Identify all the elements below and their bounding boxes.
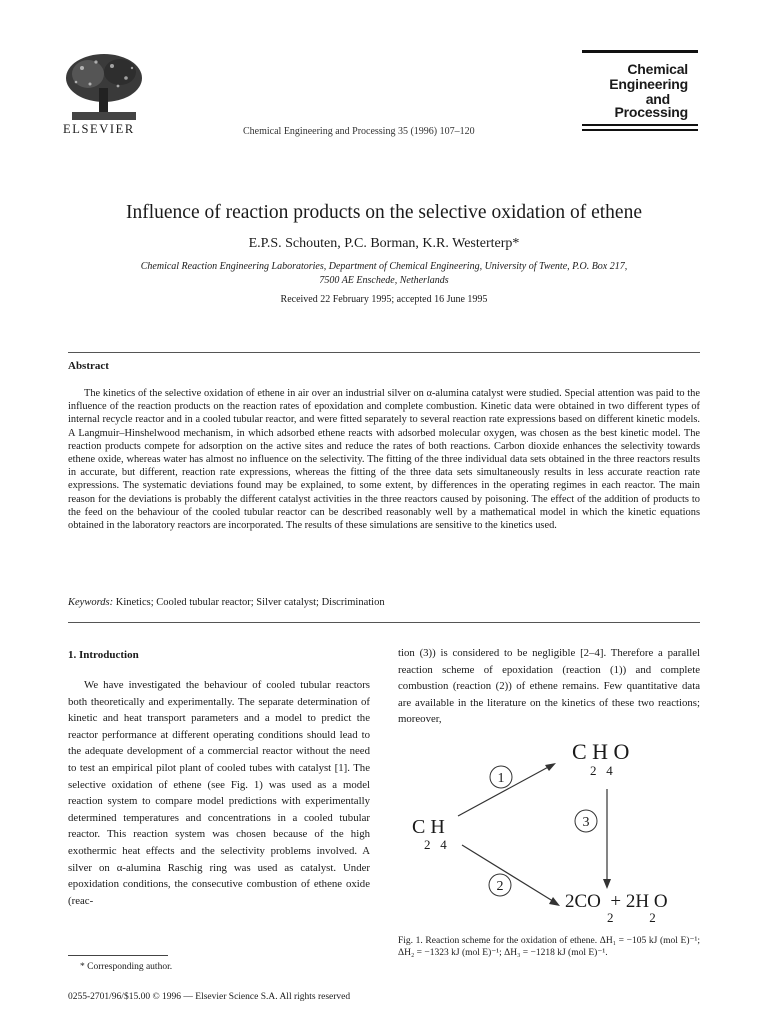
abstract-top-rule bbox=[68, 352, 700, 353]
reaction-scheme-figure bbox=[400, 733, 700, 928]
copyright-line: 0255-2701/96/$15.00 © 1996 — Elsevier Science S.A. All rights reserved bbox=[68, 992, 351, 1002]
article-title: Influence of reaction products on the selective oxidation of ethene bbox=[125, 202, 642, 223]
journal-logo-line: Processing bbox=[614, 104, 688, 120]
abstract-text: The kinetics of the selective oxidation of ethene in air over an industrial silver on α-alumina catalyst were studied. Special attention was paid to the influence of the reaction products on the reaction rates of epoxidation and complete combustion. Kinetic data were obtained in two different types of internal recycle reactor and in a cooled tubular reactor, and were fitted separately to several reaction rate expressions based on different kinetic models. A Langmuir–Hinshelwood mechanism, in which adsorbed ethene reacts with adsorbed molecular oxygen, was chosen as the best kinetic model. The reaction products compete for adsorption on the active sites and reduce the rates of both reactions. Carbon dioxide enhances the selectivity towards ethene oxide, whereas water has almost no influence on the selectivity. The fitting of the three individual data sets obtained in the three reactors results in accurate, but different, reaction rate expressions, whereas the fitting of the three data sets simultaneously results in less accurate reaction rate expressions. The systematic deviations found may be explained, to some extent, by differences in the operating regimes in each reactor. The main reason for the deviations is probably the different catalyst activities in the three reactors caused by poisoning. The effect of the addition of products to the feed on the behaviour of the cooled tubular reactor can be described reasonably well by a mathematical model in which the kinetic equations obtained in the laboratory reactors are incorporated. The results of these simulations are sensitive to the kinetics used. bbox=[68, 388, 700, 532]
journal-logo bbox=[580, 50, 700, 134]
reaction-2-label: 2 bbox=[496, 879, 504, 894]
journal-logo-line: and bbox=[645, 91, 670, 107]
combustion-products: 2CO + 2H O bbox=[565, 891, 668, 912]
publisher-name: ELSEVIER bbox=[63, 122, 135, 136]
ethene-oxide-formula: C H O bbox=[572, 739, 630, 764]
corresponding-author-note: * Corresponding author. bbox=[80, 962, 173, 972]
figure-caption: Fig. 1. Reaction scheme for the oxidation of ethene. ΔH₁ = −105 kJ (mol E)⁻¹; ΔH₂ = −1323 kJ (mol E)⁻¹; ΔH₃ = −1218 kJ (mol E)⁻¹. bbox=[398, 936, 700, 958]
reaction-arrow-1-head bbox=[545, 763, 556, 771]
footnote-rule bbox=[68, 955, 168, 956]
reaction-3-label: 3 bbox=[582, 815, 590, 830]
reaction-arrow-3-head bbox=[603, 879, 611, 889]
reaction-arrow-1 bbox=[458, 765, 552, 816]
journal-logo-line: Engineering bbox=[609, 76, 688, 92]
ethene-formula: C H bbox=[412, 816, 445, 838]
journal-citation: Chemical Engineering and Processing 35 (1996) 107–120 bbox=[243, 126, 475, 137]
ethene-oxide-subscripts: 2 4 bbox=[590, 763, 613, 778]
reaction-arrow-2-head bbox=[549, 897, 560, 906]
intro-right-column: tion (3)) is considered to be negligible [2–4]. Therefore a parallel reaction scheme of epoxidation (reaction (1)) and complete combustion (reaction (2)) of ethene remains. Few quantitative data are available in the literature on the kinetics of these two reactions; moreover, bbox=[398, 647, 700, 726]
keywords-text: Kinetics; Cooled tubular reactor; Silver catalyst; Discrimination bbox=[115, 597, 385, 608]
elsevier-tree-logo bbox=[62, 52, 146, 122]
keywords-label: Keywords: bbox=[68, 597, 114, 608]
affiliation-line: Chemical Reaction Engineering Laboratories, Department of Chemical Engineering, University of Twente, P.O. Box 217, bbox=[140, 261, 628, 272]
affiliation-line: 7500 AE Enschede, Netherlands bbox=[319, 275, 449, 286]
reaction-arrow-2 bbox=[462, 845, 556, 903]
section-heading: 1. Introduction bbox=[68, 649, 139, 661]
reaction-1-label: 1 bbox=[497, 771, 505, 786]
abstract-heading: Abstract bbox=[68, 360, 109, 372]
combustion-products-subscripts: 2 2 bbox=[607, 910, 656, 925]
abstract-bottom-rule bbox=[68, 622, 700, 623]
ethene-subscripts: 2 4 bbox=[424, 837, 447, 852]
article-authors: E.P.S. Schouten, P.C. Borman, K.R. Westerterp* bbox=[248, 236, 520, 251]
journal-logo-line: Chemical bbox=[627, 61, 688, 77]
received-dates: Received 22 February 1995; accepted 16 June 1995 bbox=[280, 294, 488, 305]
keywords bbox=[68, 597, 385, 608]
intro-left-column: We have investigated the behaviour of cooled tubular reactors both theoretically and experimentally. The separate determination of kinetic and heat transport parameters and a model to predict the reactor performance at different operating conditions should lead to the adequate development of a commercial reactor without the need to test an empirical pilot plant of cooled tubes with catalyst [1]. The selective oxidation of ethene (see Fig. 1) was used as a model reaction system to compare model predictions with experimentally determined temperatures and concentrations in a cooled tubular reactor. This reaction system was chosen because of the high exothermic heat effects and the selectivity problems involved. A silver on α-alumina Raschig ring was used as catalyst. Under epoxidation conditions, the consecutive combustion of ethene oxide (reac- bbox=[68, 679, 370, 907]
